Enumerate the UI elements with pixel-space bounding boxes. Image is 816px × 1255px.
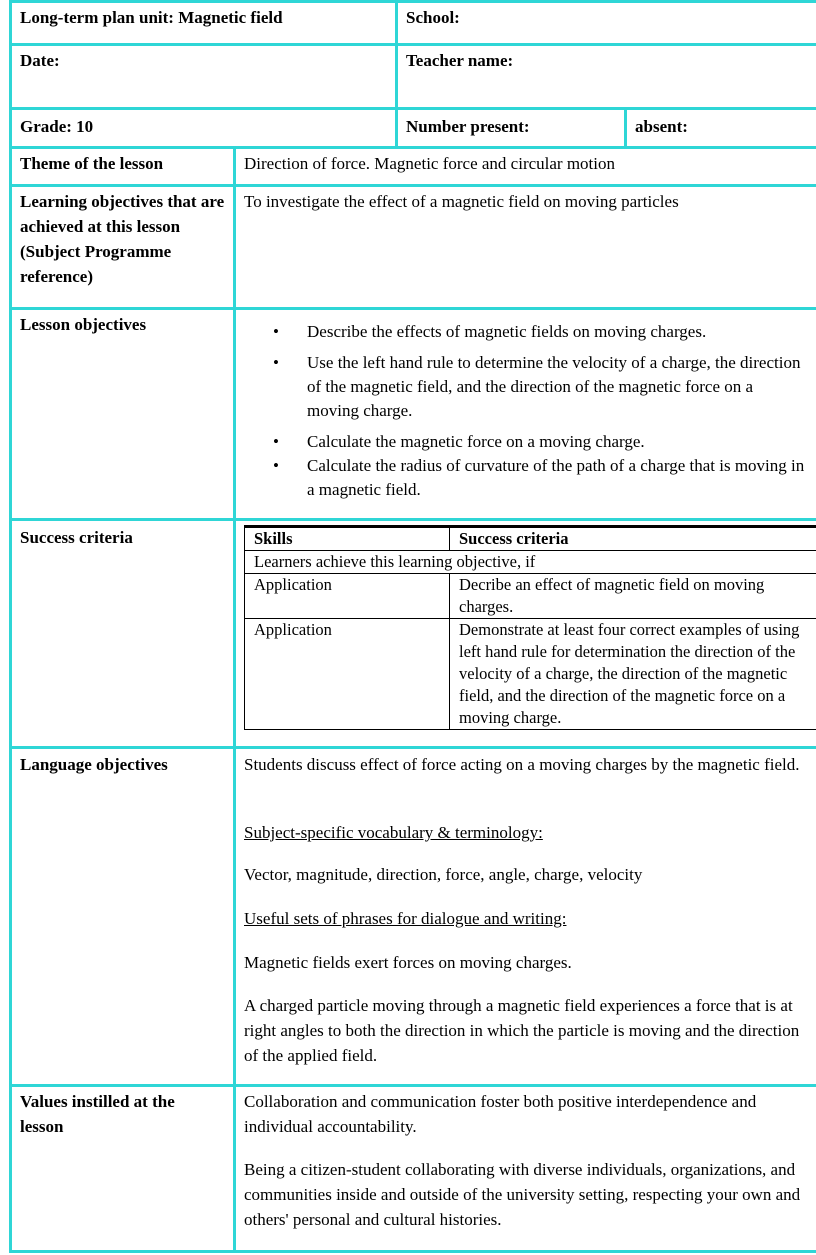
criteria-header: Success criteria xyxy=(450,527,816,551)
table-header-row xyxy=(245,527,816,551)
list-item: • Calculate the magnetic force on a moving charge. xyxy=(245,430,805,454)
theme-label: Theme of the lesson xyxy=(20,154,164,173)
border-bottom xyxy=(9,1250,816,1253)
school-label: School: xyxy=(406,8,460,27)
absent-label: absent: xyxy=(635,117,688,136)
divider xyxy=(9,184,816,187)
divider xyxy=(624,107,627,149)
skill-cell: Application xyxy=(245,574,450,619)
language-objectives-label: Language objectives xyxy=(20,755,168,774)
table-row xyxy=(245,619,816,730)
learning-objectives-label: Learning objectives that are achieved at this lesson (Subject Programme reference) xyxy=(20,192,225,286)
divider xyxy=(233,146,236,1253)
criterion-cell: Demonstrate at least four correct examples of using left hand rule for determination the direction of the velocity of a charge, the direction of the magnetic field, and the direction of the magnetic force on a moving charge. xyxy=(450,619,816,730)
table-row xyxy=(245,574,816,619)
learning-objectives-value: To investigate the effect of a magnetic field on moving particles xyxy=(244,192,679,211)
lesson-objectives-label: Lesson objectives xyxy=(20,315,147,334)
divider xyxy=(9,746,816,749)
list-item: • Describe the effects of magnetic fields on moving charges. xyxy=(245,320,805,344)
skills-header: Skills xyxy=(245,527,450,551)
border-left xyxy=(9,0,12,1253)
language-intro: Students discuss effect of force acting on a moving charges by the magnetic field. xyxy=(244,755,800,774)
divider xyxy=(9,518,816,521)
table-row xyxy=(245,551,816,574)
success-criteria-table xyxy=(244,525,816,730)
values-label: Values instilled at the lesson xyxy=(20,1092,175,1136)
grade-label: Grade: 10 xyxy=(20,117,94,136)
vocab-heading: Subject-specific vocabulary & terminology: xyxy=(244,823,543,842)
divider xyxy=(9,107,816,110)
divider xyxy=(9,1084,816,1087)
list-item: • Use the left hand rule to determine the velocity of a charge, the direction of the magnetic field, and the direction of the magnetic force on a moving charge. xyxy=(245,351,805,423)
vocab-list: Vector, magnitude, direction, force, angle, charge, velocity xyxy=(244,865,643,884)
skill-cell: Application xyxy=(245,619,450,730)
unit-label: Long-term plan unit: Magnetic field xyxy=(20,8,283,27)
divider xyxy=(9,307,816,310)
border-top xyxy=(9,0,816,3)
values-paragraph-2: Being a citizen-student collaborating with diverse individuals, organizations, and communities inside and outside of the university setting, respecting your own and others' personal and cultural histories. xyxy=(244,1160,801,1229)
divider xyxy=(9,43,816,46)
phrase-2: A charged particle moving through a magnetic field experiences a force that is at right angles to both the direction in which the particle is moving and the direction of the applied field. xyxy=(244,996,800,1065)
lesson-objectives-list xyxy=(245,320,805,502)
divider xyxy=(9,146,816,149)
phrases-heading: Useful sets of phrases for dialogue and writing: xyxy=(244,909,567,928)
theme-value: Direction of force. Magnetic force and circular motion xyxy=(244,154,616,173)
divider xyxy=(395,0,398,149)
criterion-cell: Decribe an effect of magnetic field on moving charges. xyxy=(450,574,816,619)
phrase-1: Magnetic fields exert forces on moving charges. xyxy=(244,953,572,972)
number-present-label: Number present: xyxy=(406,117,530,136)
criteria-intro: Learners achieve this learning objective, if xyxy=(245,551,816,574)
date-label: Date: xyxy=(20,51,60,70)
success-criteria-label: Success criteria xyxy=(20,528,133,547)
values-paragraph-1: Collaboration and communication foster both positive interdependence and individual accountability. xyxy=(244,1092,757,1136)
teacher-label: Teacher name: xyxy=(406,51,514,70)
list-item: • Calculate the radius of curvature of the path of a charge that is moving in a magnetic field. xyxy=(245,454,805,502)
